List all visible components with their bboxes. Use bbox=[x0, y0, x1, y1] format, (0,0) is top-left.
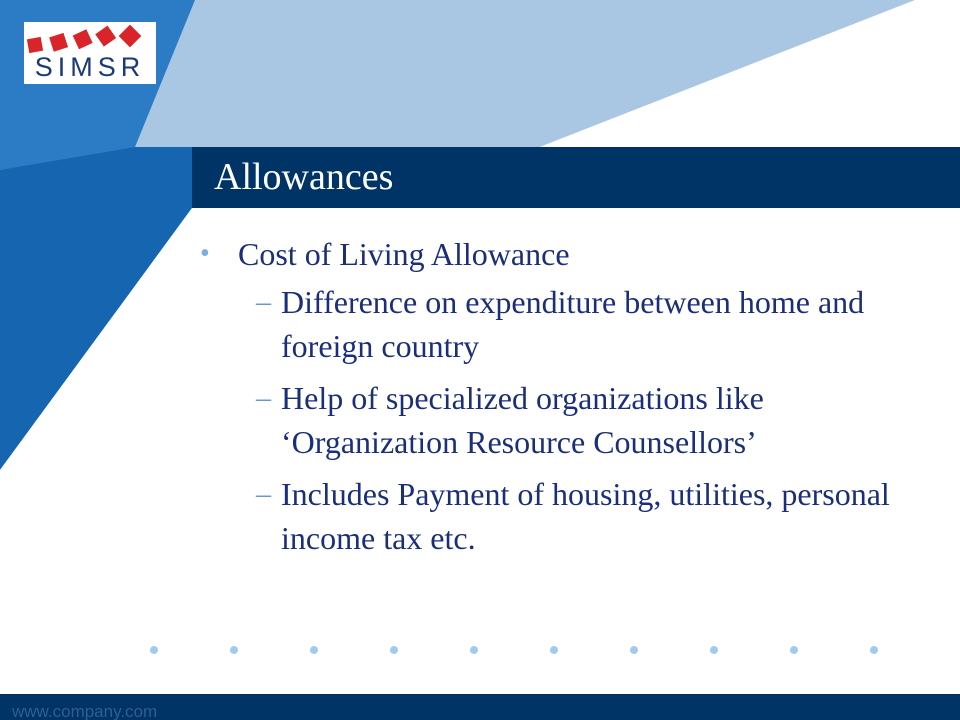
dot-icon bbox=[150, 646, 158, 654]
bullet-text: Cost of Living Allowance bbox=[238, 236, 570, 272]
dot-icon bbox=[390, 646, 398, 654]
footer-bar bbox=[0, 694, 960, 720]
sub-bullet-text: Includes Payment of housing, utilities, personal income tax etc. bbox=[281, 476, 890, 556]
dot-icon bbox=[710, 646, 718, 654]
dot-icon bbox=[470, 646, 478, 654]
slide-title: Allowances bbox=[214, 156, 394, 198]
sub-bullet-text: Help of specialized organizations like ‘Organization Resource Counsellors’ bbox=[281, 380, 764, 460]
decorative-dots bbox=[0, 640, 960, 660]
dash-icon: – bbox=[256, 381, 271, 414]
dot-icon bbox=[550, 646, 558, 654]
title-bar bbox=[192, 147, 960, 208]
bullet-dot-icon: • bbox=[200, 238, 210, 269]
dash-icon: – bbox=[256, 285, 271, 318]
sub-bullet-item bbox=[200, 472, 920, 560]
dot-icon bbox=[790, 646, 798, 654]
sub-bullet-text: Difference on expenditure between home and foreign country bbox=[281, 284, 865, 364]
sub-bullet-item bbox=[200, 280, 920, 368]
sub-bullet-item bbox=[200, 376, 920, 464]
dash-icon: – bbox=[256, 477, 271, 510]
company-logo bbox=[24, 22, 156, 84]
dot-icon bbox=[870, 646, 878, 654]
dot-icon bbox=[310, 646, 318, 654]
dot-icon bbox=[230, 646, 238, 654]
slide-body bbox=[200, 232, 920, 568]
bullet-item-l1 bbox=[200, 232, 920, 276]
logo-text: SIMSR bbox=[34, 52, 146, 82]
footer-url: www.company.com bbox=[12, 702, 158, 720]
dot-icon bbox=[630, 646, 638, 654]
